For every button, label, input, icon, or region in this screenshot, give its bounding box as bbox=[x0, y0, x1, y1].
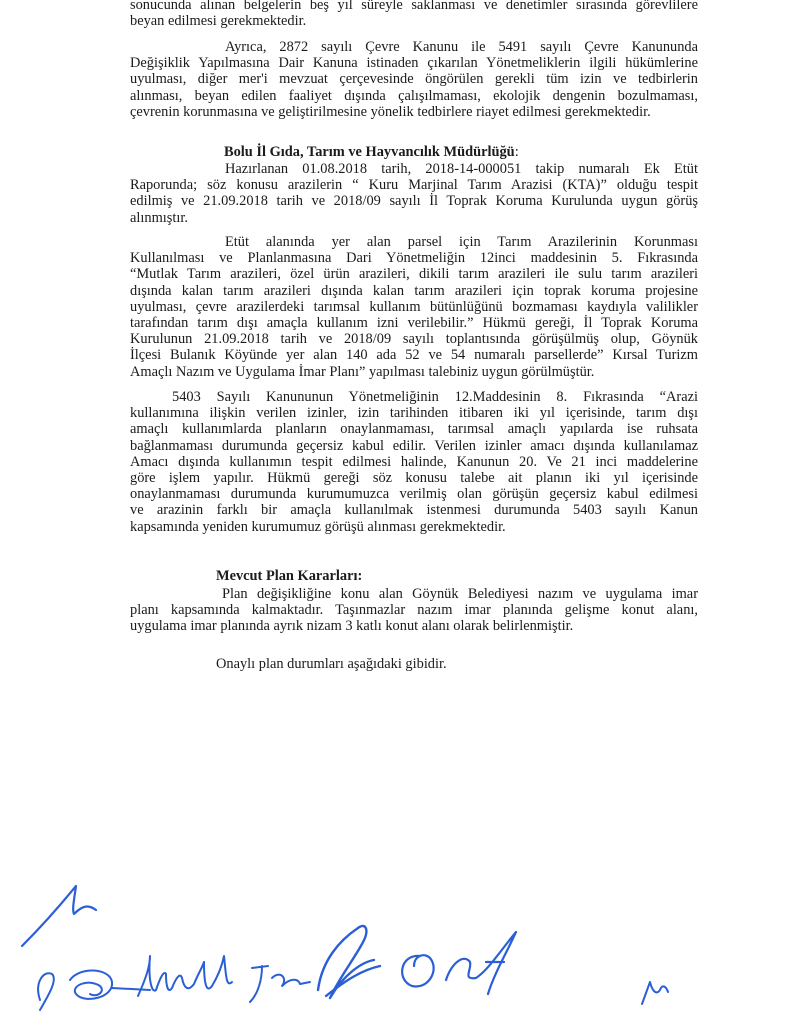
signature-4 bbox=[250, 966, 310, 1002]
section-heading-bolu bbox=[224, 144, 519, 160]
text-line: Amaçlı Nazım ve Uygulama İmar Planı” yapılması talebiniz uygun görülmüştür. bbox=[130, 363, 595, 380]
text-line: Raporunda; söz konusu arazilerin “ Kuru Marjinal Tarım Arazisi (KTA)” olduğu tespit bbox=[130, 177, 698, 194]
text-line: göre işlem yapılır. Hükmü gereği söz konusu talebe ait planın iki yıl içerisinde bbox=[130, 470, 698, 487]
heading-text: Bolu İl Gıda, Tarım ve Hayvancılık Müdürlüğü bbox=[224, 144, 515, 160]
text-line: uygulama imar planında ayrık nizam 3 katlı konut alanı olarak belirlenmiştir. bbox=[130, 618, 574, 635]
text-line: dışında kalan tarım arazileri dışında kalan tarım arazileri için toprak koruma projesine bbox=[130, 282, 698, 299]
signature-6 bbox=[402, 932, 516, 994]
text-line: tarafından tarım dışı amaçla kullanım izni verilebilir.” Hükmü gereği, İl Toprak Koruma bbox=[130, 315, 698, 332]
text-line: Etüt alanında yer alan parsel için Tarım Arazilerinin Korunması bbox=[225, 234, 698, 250]
text-line: uyulması, çevre arazilerdeki tarımsal kullanım bütünlüğünü bozmaması kaydıyla valilikler bbox=[130, 298, 698, 315]
text-line: edilmiş ve 21.09.2018 tarih ve 2018/09 sayılı İl Toprak Koruma Kurulunda uygun görüş bbox=[130, 193, 698, 210]
signature-3 bbox=[138, 956, 232, 996]
text-line: Kullanılması ve Planlanmasına Dari Yönetmeliğin 12inci maddesinin 5. Fıkrasında bbox=[130, 250, 698, 267]
text-line: Hazırlanan 01.08.2018 tarih, 2018-14-000051 takip numaralı Ek Etüt bbox=[225, 161, 698, 177]
paragraph-survey-report bbox=[130, 161, 698, 226]
signatures-area bbox=[0, 870, 791, 1024]
paragraph-environment-law bbox=[130, 39, 698, 120]
text-line: Kurulunun 21.09.2018 tarih ve 2018/09 sayılı toplantısında görüşülmüş olup, Göynük bbox=[130, 331, 698, 348]
text-line: “Mutlak Tarım arazileri, özel ürün arazileri, dikili tarım arazileri ile sulu tarım arazileri bbox=[130, 266, 698, 283]
text-line: İlçesi Bulanık Köyünde yer alan 140 ada 52 ve 54 numaralı parsellerde” Kırsal Turizm bbox=[130, 347, 698, 364]
text-line: Değişiklik Yapılmasına Dair Kanuna istinaden çıkarılan Yönetmeliklerin ilgili hükümlerine bbox=[130, 55, 698, 72]
paragraph-document-retention bbox=[130, 0, 698, 29]
text-line: ve arazinin farklı bir amaçla kullanılmak istenmesi durumunda 5403 sayılı Kanun bbox=[130, 502, 698, 519]
signature-2 bbox=[38, 970, 150, 1010]
text-line: planı kapsamında kalmaktadır. Taşınmazlar nazım imar planında gelişme konut alanı, bbox=[130, 602, 698, 619]
section-heading-current-plan: Mevcut Plan Kararları: bbox=[216, 568, 363, 584]
text-line: sonucunda alınan belgelerin beş yıl süreyle saklanması ve denetimler sırasında görevlilere bbox=[130, 0, 698, 13]
text-line: kullanımına ilişkin verilen izinler, izin tarihinden itibaren iki yıl içerisinde, tarım dışı bbox=[130, 405, 698, 422]
text-line: onaylanmaması durumunda kurumumuzca verilmiş olan görüşün geçersiz kabul edilmesi bbox=[130, 486, 698, 503]
text-line: alınmıştır. bbox=[130, 209, 188, 226]
text-line: Amacı dışında kullanımın tespit edilmesi halinde, Kanunun 20. Ve 21 inci maddelerine bbox=[130, 453, 698, 470]
text-line: beyan edilmesi gerekmektedir. bbox=[130, 13, 307, 30]
paragraph-current-plan bbox=[130, 586, 698, 635]
paragraph-land-regulation bbox=[130, 234, 698, 380]
text-line: amaçlı kullanımlarda planların onaylanmaması, tarımsal amaçlı yapılarda ise ruhsata bbox=[130, 421, 698, 438]
text-line: bağlanmaması durumunda geçersiz kabul edilir. Verilen izinler amacı dışında kullanılamaz bbox=[130, 437, 698, 454]
signature-7 bbox=[642, 982, 668, 1004]
text-line: uyulması, diğer mer'i mevzuat çerçevesinde öngörülen gerekli tüm izin ve tedbirlerin bbox=[130, 71, 698, 88]
paragraph-approved-plans: Onaylı plan durumları aşağıdaki gibidir. bbox=[216, 656, 447, 672]
text-line: 5403 Sayılı Kanununun Yönetmeliğinin 12.Maddesinin 8. Fıkrasında “Arazi bbox=[172, 389, 698, 405]
paragraph-law-5403 bbox=[130, 389, 698, 535]
text-line: çevrenin korunmasına ve geliştirilmesine yönelik tedbirlere riayet edilmesi gerekmektedir. bbox=[130, 103, 651, 120]
signature-1 bbox=[22, 886, 96, 946]
text-line: kapsamında yeniden kurumumuz görüşü alınması gerekmektedir. bbox=[130, 518, 506, 535]
text-line: alınması, beyan edilen faaliyet dışında çalışılmaması, ekolojik dengenin bozulmaması, bbox=[130, 87, 698, 104]
signature-5 bbox=[318, 926, 380, 998]
text-line: Plan değişikliğine konu alan Göynük Belediyesi nazım ve uygulama imar bbox=[222, 586, 698, 602]
text-line: Ayrıca, 2872 sayılı Çevre Kanunu ile 5491 sayılı Çevre Kanununda bbox=[225, 39, 698, 55]
heading-colon: : bbox=[514, 144, 519, 160]
